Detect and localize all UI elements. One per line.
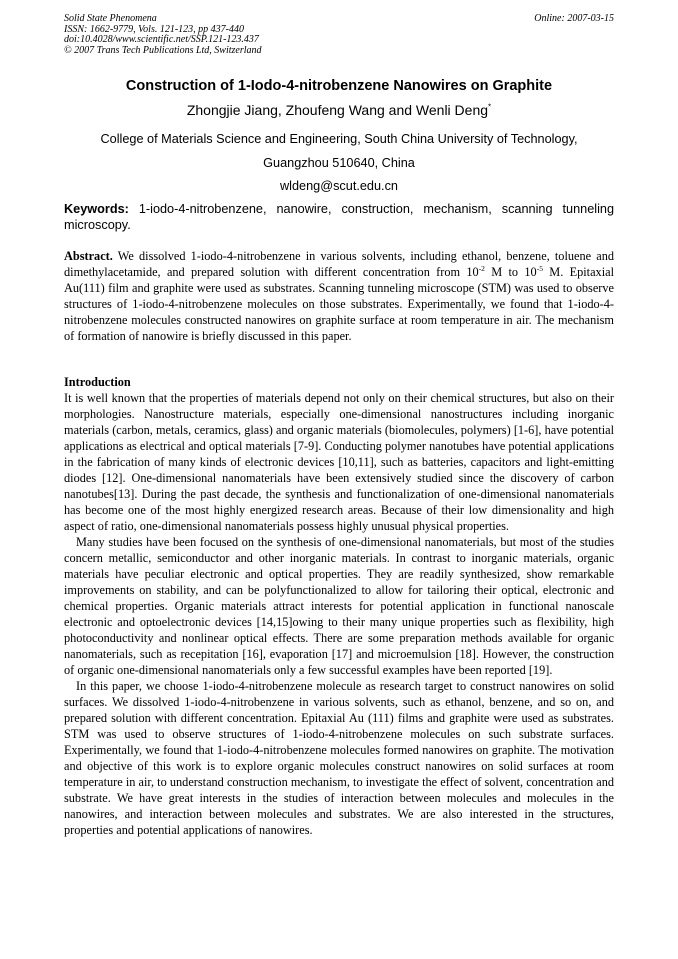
affiliation-line-2: Guangzhou 510640, China — [263, 156, 415, 170]
online-date — [534, 14, 614, 25]
introduction-paragraph-2: Many studies have been focused on the synthesis of one-dimensional nanomaterials, but most of the studies concern metallic, semiconductor and other inorganic materials. In contrast to inorganic materials, organic materials have peculiar electronic and optical properties. They are readily synthesized, show remarkable improvements on stability, and can be polyfunctionalized to allow for tailoring their optical, electronic and chemical properties. Organic materials attract interests for potential application in functional nanoscale electronic and optoelectronic devices [14,15]owing to their many unique properties such as flexibility, high photoconductivity and nonlinear optical effects. There are some preparation methods available for organic nanomaterials, such as recepitation [16], evaporation [17] and microemulsion [18]. However, the construction of organic one-dimensional nanomaterials only a few successful examples have been reported [19]. — [64, 535, 614, 677]
doi-line: doi:10.4028/www.scientific.net/SSP.121-123.437 — [64, 34, 259, 45]
abstract — [64, 248, 614, 344]
abstract-text-1: We dissolved 1-iodo-4-nitrobenzene in various solvents, including ethanol, benzene, toluene and dimethylacetamide, and prepared solution with different concentration from 10 — [64, 249, 614, 279]
author-list — [40, 102, 638, 118]
introduction-section — [64, 374, 614, 838]
abstract-label: Abstract. — [64, 249, 113, 263]
author-email: wldeng@scut.edu.cn — [280, 179, 398, 193]
authors-text: Zhongjie Jiang, Zhoufeng Wang and Wenli Deng — [186, 102, 489, 118]
corresponding-author-mark: * — [488, 102, 492, 112]
issn-line: ISSN: 1662-9779, Vols. 121-123, pp 437-440 — [64, 23, 244, 35]
introduction-paragraph-3: In this paper, we choose 1-iodo-4-nitrobenzene molecule as research target to construct nanowires on solid surfaces. We dissolved 1-iodo-4-nitrobenzene in various solvents, such as ethanol, benzene, and so on, and prepared solution with different concentration. Epitaxial Au (111) films and graphite were used as substrates. STM was used to observe structures of 1-iodo-4-nitrobenzene molecules on such substrate surfaces. Experimentally, we found that 1-iodo-4-nitrobenzene molecules formed nanowires on graphite. The motivation and objective of this work is to explore organic molecules construct nanowires on solid surfaces at room temperature in air, to understand construction mechanism, to investigate the effect of solvent, concentration and substrate. We have great interests in the studies of interaction between molecules and molecules in the nanowires, and interaction between molecules and substrates. We are also interested in the structures, properties and potential applications of nanowires. — [64, 679, 614, 837]
keywords-label: Keywords: — [64, 202, 129, 216]
abstract-exponent-2: -5 — [536, 264, 543, 273]
paper-title: Construction of 1-Iodo-4-nitrobenzene Nanowires on Graphite — [125, 78, 553, 94]
journal-name: Solid State Phenomena — [64, 13, 157, 24]
keywords-text: 1-iodo-4-nitrobenzene, nanowire, construction, mechanism, scanning tunneling microscopy. — [64, 202, 614, 232]
journal-header — [64, 14, 262, 56]
online-date-text: Online: 2007-03-15 — [534, 13, 614, 24]
affiliation-line-1: College of Materials Science and Engineering, South China University of Technology, — [100, 132, 578, 146]
abstract-text-3: M. Epitaxial Au(111) film and graphite were used as substrates. Scanning tunneling microscope (STM) was used to observe structures of 1-iodo-4-nitrobenzene molecules on those substrates. Experimentally, we found that 1-iodo-4-nitrobenzene molecules constructed nanowires on graphite surface at room temperature in air. The mechanism of formation of nanowire is briefly discussed in this paper. — [64, 265, 614, 343]
introduction-paragraph-1: It is well known that the properties of materials depend not only on their chemical structures, but also on their morphologies. Nanostructure materials, especially one-dimensional nanostructures including inorganic materials (carbon, metals, ceramics, glass) and organic materials (biomolecules, polymers) [1-6], have potential applications as electrical and optical materials [7-9]. Conducting polymer nanotubes have potential applications in the fabrication of many kinds of electronic devices [10,11], such as batteries, capacitors and light-emitting diodes [12]. One-dimensional nanomaterials have been extensively studied since the discovery of carbon nanotubes[13]. During the past decade, the synthesis and functionalization of one-dimensional nanomaterials has become one of the most highly energized research areas. Because of their low dimensionality and high aspect of ratio, one-dimensional nanomaterials possess highly unusual physical properties. — [64, 391, 614, 533]
keywords — [64, 201, 614, 233]
abstract-text-2: M to 10 — [484, 265, 537, 279]
copyright-line: © 2007 Trans Tech Publications Ltd, Switzerland — [64, 44, 262, 56]
introduction-heading: Introduction — [64, 375, 131, 389]
abstract-exponent-1: -2 — [478, 264, 485, 273]
